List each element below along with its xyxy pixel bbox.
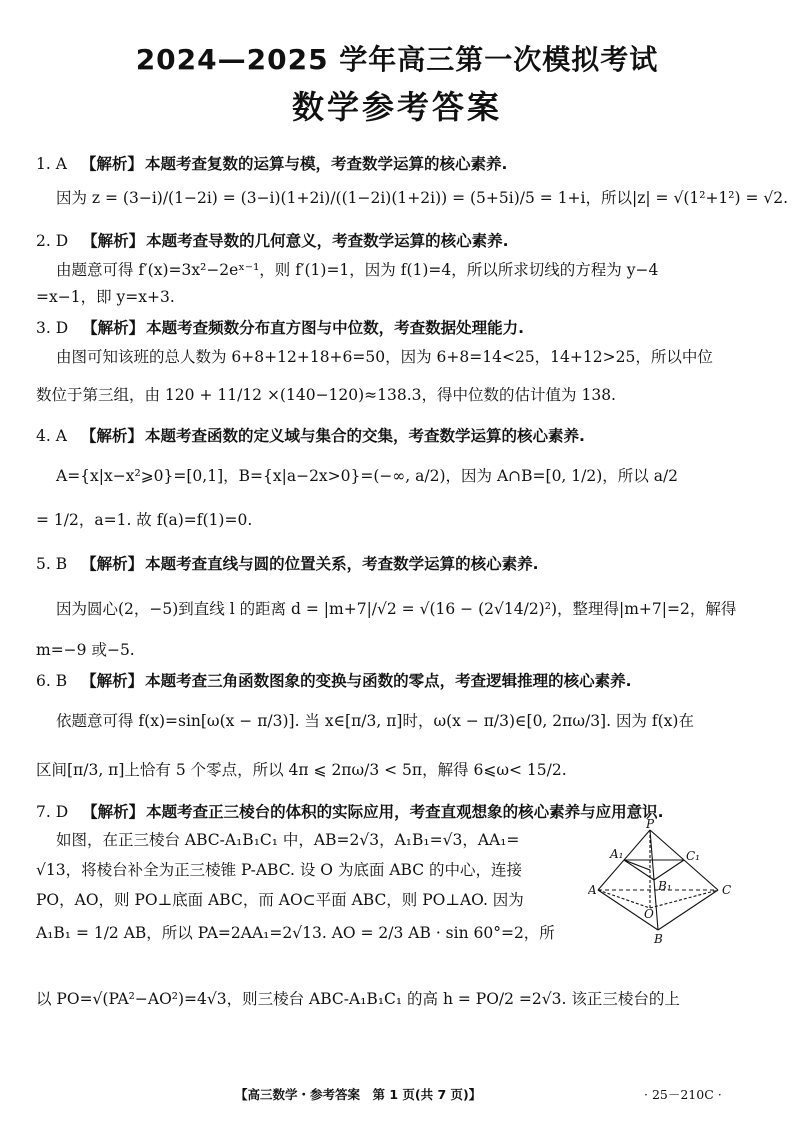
answer-key-title: 数学参考答案 <box>291 88 502 126</box>
item-3-heading <box>36 316 524 338</box>
frustum-figure <box>588 818 738 946</box>
item-2-line-2: =x−1，即 y=x+3. <box>36 288 175 306</box>
item-5-topic: 本题考查直线与圆的位置关系，考查数学运算的核心素养. <box>145 555 539 573</box>
analysis-tag: 【解析】 <box>81 555 144 573</box>
analysis-tag: 【解析】 <box>82 232 145 250</box>
item-7-line-2: √13，将棱台补全为正三棱锥 P-ABC. 设 O 为底面 ABC 的中心，连接 <box>36 861 523 879</box>
item-4-line-1: A={x|x−x²⩾0}=[0,1]，B={x|a−2x>0}=(−∞, a/2)，因为 A∩B=[0, 1/2)，所以 a/2 <box>56 467 679 485</box>
item-3-line-1: 由图可知该班的总人数为 6+8+12+18+6=50，因为 6+8=14<25，14+12>25，所以中位 <box>56 348 713 366</box>
item-7-topic: 本题考查正三棱台的体积的实际应用，考查直观想象的核心素养与应用意识. <box>146 803 664 821</box>
item-2-heading <box>36 229 509 251</box>
item-7-line-4: A₁B₁ = 1/2 AB，所以 PA=2AA₁=2√13. AO = 2/3 AB · sin 60°=2，所 <box>36 924 555 942</box>
item-4-heading <box>36 424 585 446</box>
item-7-answer: 7. D <box>36 803 69 821</box>
item-1-answer: 1. A <box>36 155 67 173</box>
item-3-answer: 3. D <box>36 319 69 337</box>
item-1-heading <box>36 152 507 174</box>
analysis-tag: 【解析】 <box>82 803 145 821</box>
label-P: P <box>646 818 655 831</box>
footer-code: · 25－210C · <box>644 1087 722 1102</box>
analysis-tag: 【解析】 <box>81 672 144 690</box>
item-4-answer: 4. A <box>36 427 67 445</box>
label-O: O <box>644 907 654 921</box>
analysis-tag: 【解析】 <box>80 155 143 173</box>
item-4-line-2: = 1/2，a=1. 故 f(a)=f(1)=0. <box>36 511 253 529</box>
analysis-tag: 【解析】 <box>82 319 145 337</box>
label-C: C <box>722 883 732 897</box>
item-5-answer: 5. B <box>36 555 68 573</box>
item-5-line-1: 因为圆心(2，−5)到直线 l 的距离 d = |m+7|/√2 = √(16 − (2√14/2)²)，整理得|m+7|=2，解得 <box>56 600 737 618</box>
exam-title: 2024—2025 学年高三第一次模拟考试 <box>135 43 659 76</box>
label-B1: B₁ <box>658 879 672 893</box>
label-A: A <box>588 883 597 897</box>
item-6-line-1: 依题意可得 f(x)=sin[ω(x − π/3)]. 当 x∈[π/3, π]时，ω(x − π/3)∈[0, 2πω/3]. 因为 f(x)在 <box>56 712 694 730</box>
label-A1: A₁ <box>610 847 624 861</box>
item-2-answer: 2. D <box>36 232 69 250</box>
item-6-line-2: 区间[π/3, π]上恰有 5 个零点，所以 4π ⩽ 2πω/3 < 5π，解得 6⩽ω< 15/2. <box>36 761 567 779</box>
item-2-topic: 本题考查导数的几何意义，考查数学运算的核心素养. <box>146 232 509 250</box>
item-7-line-3: PO，AO，则 PO⊥底面 ABC，而 AO⊂平面 ABC，则 PO⊥AO. 因为 <box>36 891 524 909</box>
item-6-topic: 本题考查三角函数图象的变换与函数的零点，考查逻辑推理的核心素养. <box>145 672 632 690</box>
item-7-line-5: 以 PO=√(PA²−AO²)=4√3，则三棱台 ABC-A₁B₁C₁ 的高 h = PO/2 =2√3. 该正三棱台的上 <box>36 990 680 1008</box>
item-6-answer: 6. B <box>36 672 68 690</box>
footer-page-info: 【高三数学・参考答案 第 1 页(共 7 页)】 <box>235 1087 482 1102</box>
item-7-heading <box>36 800 664 822</box>
item-1-line-1: 因为 z = (3−i)/(1−2i) = (3−i)(1+2i)/((1−2i)(1+2i)) = (5+5i)/5 = 1+i，所以|z| = √(1²+1²) = √2. <box>56 189 789 207</box>
item-2-line-1: 由题意可得 f′(x)=3x²−2eˣ⁻¹，则 f′(1)=1，因为 f(1)=4，所以所求切线的方程为 y−4 <box>56 261 659 279</box>
item-4-topic: 本题考查函数的定义域与集合的交集，考查数学运算的核心素养. <box>144 427 585 445</box>
analysis-tag: 【解析】 <box>80 427 143 445</box>
label-C1: C₁ <box>686 849 700 863</box>
item-5-line-2: m=−9 或−5. <box>36 641 135 659</box>
label-B: B <box>654 932 663 946</box>
item-5-heading <box>36 552 539 574</box>
item-3-line-2: 数位于第三组，由 120 + 11/12 ×(140−120)≈138.3，得中位数的估计值为 138. <box>36 386 616 404</box>
item-7-line-1: 如图，在正三棱台 ABC-A₁B₁C₁ 中，AB=2√3，A₁B₁=√3，AA₁= <box>56 831 520 849</box>
item-3-topic: 本题考查频数分布直方图与中位数，考查数据处理能力. <box>146 319 525 337</box>
item-1-topic: 本题考查复数的运算与模，考查数学运算的核心素养. <box>144 155 508 173</box>
item-6-heading <box>36 669 632 691</box>
